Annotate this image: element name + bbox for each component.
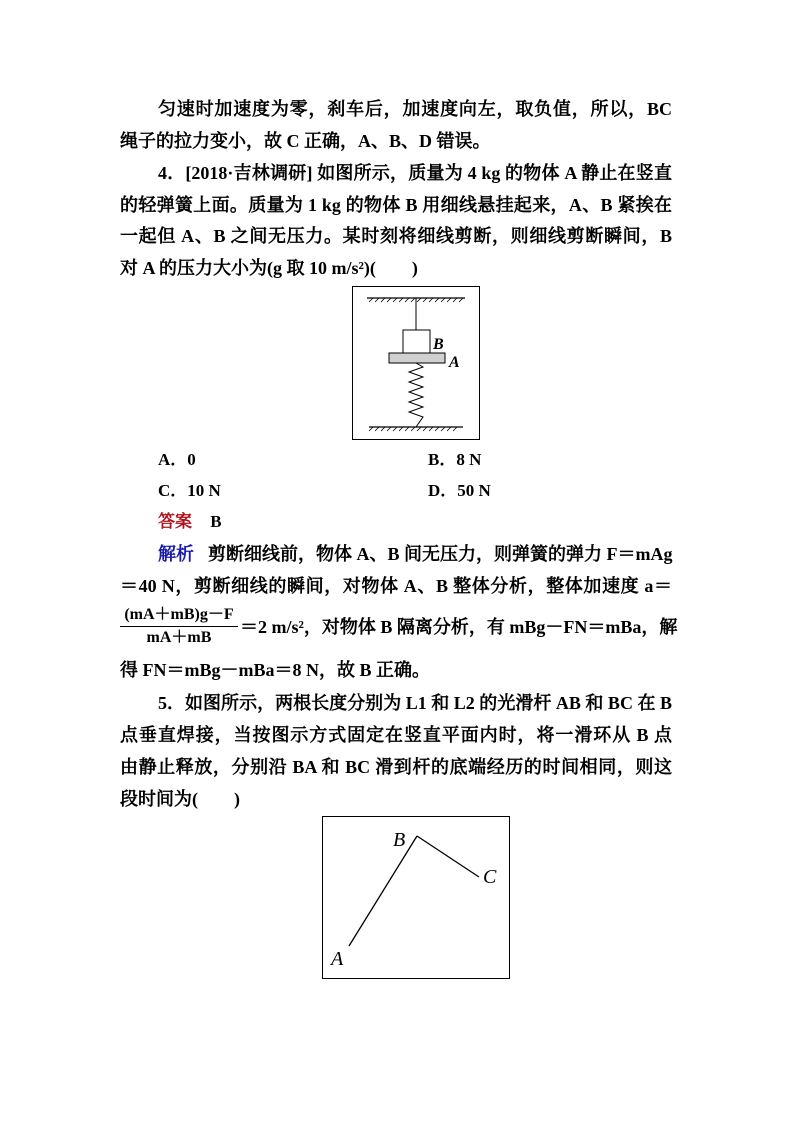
analysis-line-2: ＝40 N，剪断细线的瞬间，对物体 A、B 整体分析，整体加速度 a＝ [120,576,672,596]
label-b: B [433,336,444,353]
q5-line-1: 5．如图所示，两根长度分别为 L1 和 L2 的光滑杆 AB 和 BC 在 B [158,693,672,713]
fraction-numerator: (mA＋mB)g－F [120,604,238,627]
label-a: A [331,948,344,970]
rods-diagram [323,817,509,978]
analysis-line-3: ＝2 m/s²，对物体 B 隔离分析，有 mBg－FN＝mBa，解 [240,617,678,637]
q5-line-3: 由静止释放，分别沿 BA 和 BC 滑到杆的底端经历的时间相同，则这 [120,757,672,777]
answer-label: 答案 [158,512,192,531]
q4-line-3: 一起但 A、B 之间无压力。某时刻将细线剪断，则细线剪断瞬间，B [120,226,672,246]
block-b [403,330,430,353]
analysis-line-1 [158,543,672,565]
q4-line-2: 的轻弹簧上面。质量为 1 kg 的物体 B 用细线悬挂起来，A、B 紧挨在 [120,195,672,215]
label-a: A [449,354,460,371]
block-a [389,353,445,363]
label-b: B [393,829,406,851]
analysis-text-1: 剪断细线前，物体 A、B 间无压力，则弹簧的弹力 F＝mAg [208,544,673,564]
answer-value: B [210,512,222,531]
rods-figure [322,816,510,979]
analysis-label: 解析 [158,544,194,564]
q4-line-1: 4．[2018·吉林调研] 如图所示，质量为 4 kg 的物体 A 静止在竖直 [158,163,672,183]
q4-line-4: 对 A 的压力大小为(g 取 10 m/s²)( ) [120,258,418,278]
spring-block-figure [352,286,480,440]
prev-solution-line-2: 绳子的拉力变小，故 C 正确，A、B、D 错误。 [120,131,491,151]
acceleration-fraction [120,604,238,649]
option-b[interactable]: B．8 N [428,450,482,469]
prev-solution-line-1: 匀速时加速度为零，刹车后，加速度向左，取负值，所以，BC [158,99,672,119]
option-a[interactable]: A．0 [158,450,196,469]
floor-hatch [369,427,457,431]
answer-row [158,511,222,533]
spring-diagram [353,287,479,439]
spring [409,363,423,427]
rod-ab [349,836,417,946]
option-d[interactable]: D．50 N [428,481,491,500]
label-c: C [483,866,497,888]
rod-bc [417,836,479,877]
fraction-denominator: mA＋mB [146,629,212,646]
analysis-line-4: 得 FN＝mBg－mBa＝8 N，故 B 正确。 [120,660,430,680]
option-c[interactable]: C．10 N [158,481,221,500]
q5-line-4: 段时间为( ) [120,789,240,809]
q5-line-2: 点垂直焊接，当按图示方式固定在竖直平面内时，将一滑环从 B 点 [120,725,672,745]
